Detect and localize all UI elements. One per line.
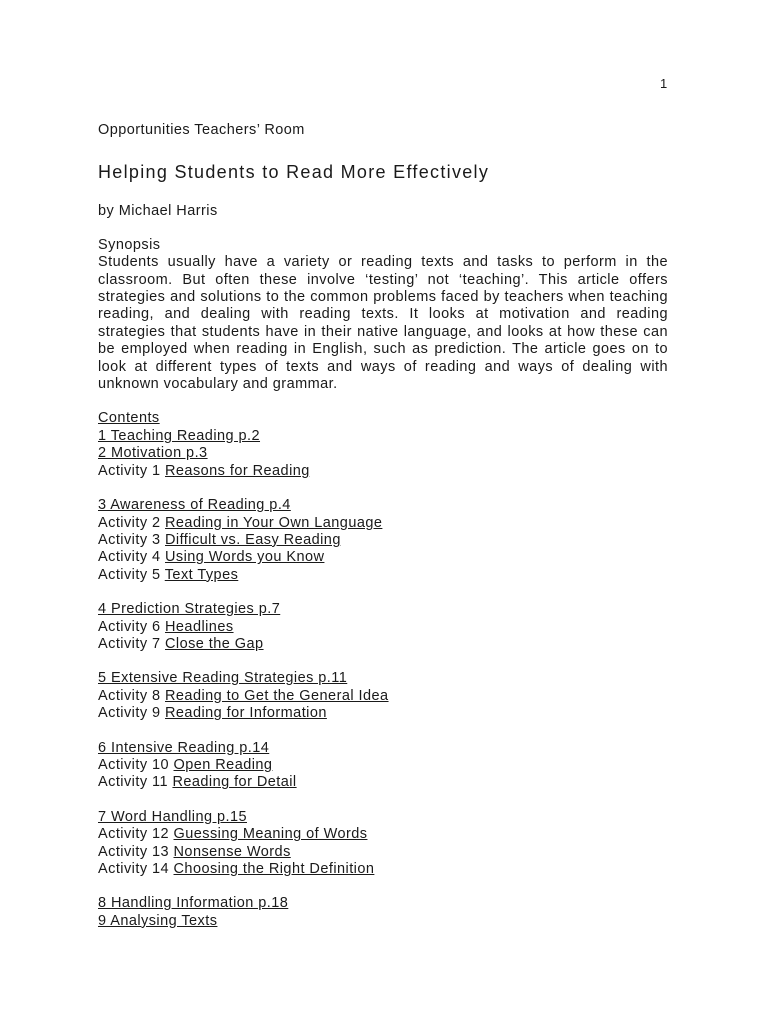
toc-section-link[interactable]: 3 Awareness of Reading p.4 <box>98 497 291 514</box>
synopsis-heading: Synopsis <box>98 236 161 253</box>
toc-section-line <box>98 895 668 912</box>
toc-section-link[interactable]: 4 Prediction Strategies p.7 <box>98 601 281 618</box>
document-body <box>98 122 668 930</box>
toc-activity-link[interactable]: Reading in Your Own Language <box>165 514 383 531</box>
toc-activity-line <box>98 774 668 791</box>
toc-group <box>98 497 668 584</box>
toc-activity-link[interactable]: Reading for Information <box>165 705 327 722</box>
toc-activity-number: Activity 2 <box>98 514 161 531</box>
toc-activity-number: Activity 8 <box>98 687 161 704</box>
toc-activity-line <box>98 567 668 584</box>
toc-activity-number: Activity 13 <box>98 843 170 860</box>
toc-section-link[interactable]: 9 Analysing Texts <box>98 912 218 929</box>
toc-activity-number: Activity 4 <box>98 549 161 566</box>
document-header: Opportunities Teachers’ Room <box>98 122 305 138</box>
toc-group <box>98 740 668 792</box>
toc-section-link[interactable]: 7 Word Handling p.15 <box>98 808 247 825</box>
toc-section-line <box>98 740 668 757</box>
table-of-contents <box>98 428 668 930</box>
toc-group <box>98 670 668 722</box>
toc-activity-number: Activity 9 <box>98 705 161 722</box>
toc-section-line <box>98 670 668 687</box>
toc-group <box>98 809 668 879</box>
toc-activity-link[interactable]: Difficult vs. Easy Reading <box>165 531 341 548</box>
toc-activity-line <box>98 549 668 566</box>
toc-activity-line <box>98 757 668 774</box>
toc-activity-link[interactable]: Reading for Detail <box>172 774 297 791</box>
toc-activity-link[interactable]: Reading to Get the General Idea <box>165 687 389 704</box>
toc-activity-line <box>98 515 668 532</box>
toc-activity-line <box>98 705 668 722</box>
toc-activity-number: Activity 12 <box>98 826 170 843</box>
toc-activity-link[interactable]: Guessing Meaning of Words <box>173 826 368 843</box>
toc-section-link[interactable]: 8 Handling Information p.18 <box>98 895 289 912</box>
toc-activity-number: Activity 6 <box>98 618 161 635</box>
page-title: Helping Students to Read More Effectively <box>98 162 490 183</box>
toc-activity-line <box>98 844 668 861</box>
toc-section-line <box>98 428 668 445</box>
toc-activity-line <box>98 861 668 878</box>
toc-activity-link[interactable]: Reasons for Reading <box>165 462 310 479</box>
toc-activity-line <box>98 619 668 636</box>
toc-activity-link[interactable]: Close the Gap <box>165 635 264 652</box>
toc-activity-link[interactable]: Choosing the Right Definition <box>173 861 375 877</box>
toc-section-link[interactable]: 6 Intensive Reading p.14 <box>98 739 270 756</box>
toc-activity-number: Activity 11 <box>98 774 168 791</box>
toc-activity-number: Activity 1 <box>98 462 161 479</box>
toc-section-link[interactable]: 2 Motivation p.3 <box>98 445 208 462</box>
toc-activity-number: Activity 7 <box>98 635 161 652</box>
toc-activity-link[interactable]: Using Words you Know <box>165 549 325 566</box>
contents-heading <box>98 410 668 427</box>
toc-activity-line <box>98 532 668 549</box>
toc-section-link[interactable]: 5 Extensive Reading Strategies p.11 <box>98 670 348 687</box>
toc-activity-line <box>98 826 668 843</box>
toc-section-line <box>98 601 668 618</box>
toc-activity-link[interactable]: Headlines <box>165 618 234 635</box>
toc-activity-number: Activity 10 <box>98 756 170 773</box>
toc-activity-line <box>98 688 668 705</box>
toc-activity-number: Activity 14 <box>98 861 170 877</box>
toc-section-line <box>98 913 668 930</box>
toc-activity-line <box>98 636 668 653</box>
toc-activity-number: Activity 5 <box>98 566 161 583</box>
toc-section-line <box>98 497 668 514</box>
toc-activity-line <box>98 463 668 480</box>
toc-activity-link[interactable]: Open Reading <box>173 756 273 773</box>
toc-section-line <box>98 445 668 462</box>
contents-heading-text: Contents <box>98 410 160 427</box>
toc-group <box>98 601 668 653</box>
toc-section-line <box>98 809 668 826</box>
toc-group <box>98 895 668 930</box>
author-line: by Michael Harris <box>98 203 218 220</box>
toc-group <box>98 428 668 480</box>
toc-activity-link[interactable]: Text Types <box>164 566 239 583</box>
page-number: 1 <box>660 76 668 91</box>
toc-activity-number: Activity 3 <box>98 531 161 548</box>
toc-activity-link[interactable]: Nonsense Words <box>173 843 291 860</box>
toc-section-link[interactable]: 1 Teaching Reading p.2 <box>98 427 261 444</box>
synopsis-body: Students usually have a variety or reading texts and tasks to perform in the classroom. But often these involve ‘testing’ not ‘teaching’. This article offers strategies and solutions to the common problems faced by teachers when teaching reading, and dealing with reading texts. It looks at motivation and reading strategies that students have in their native language, and looks at how these can be employed when reading in English, such as prediction. The article goes on to look at different types of texts and ways of reading and ways of dealing with unknown vocabulary and grammar. <box>98 254 668 393</box>
